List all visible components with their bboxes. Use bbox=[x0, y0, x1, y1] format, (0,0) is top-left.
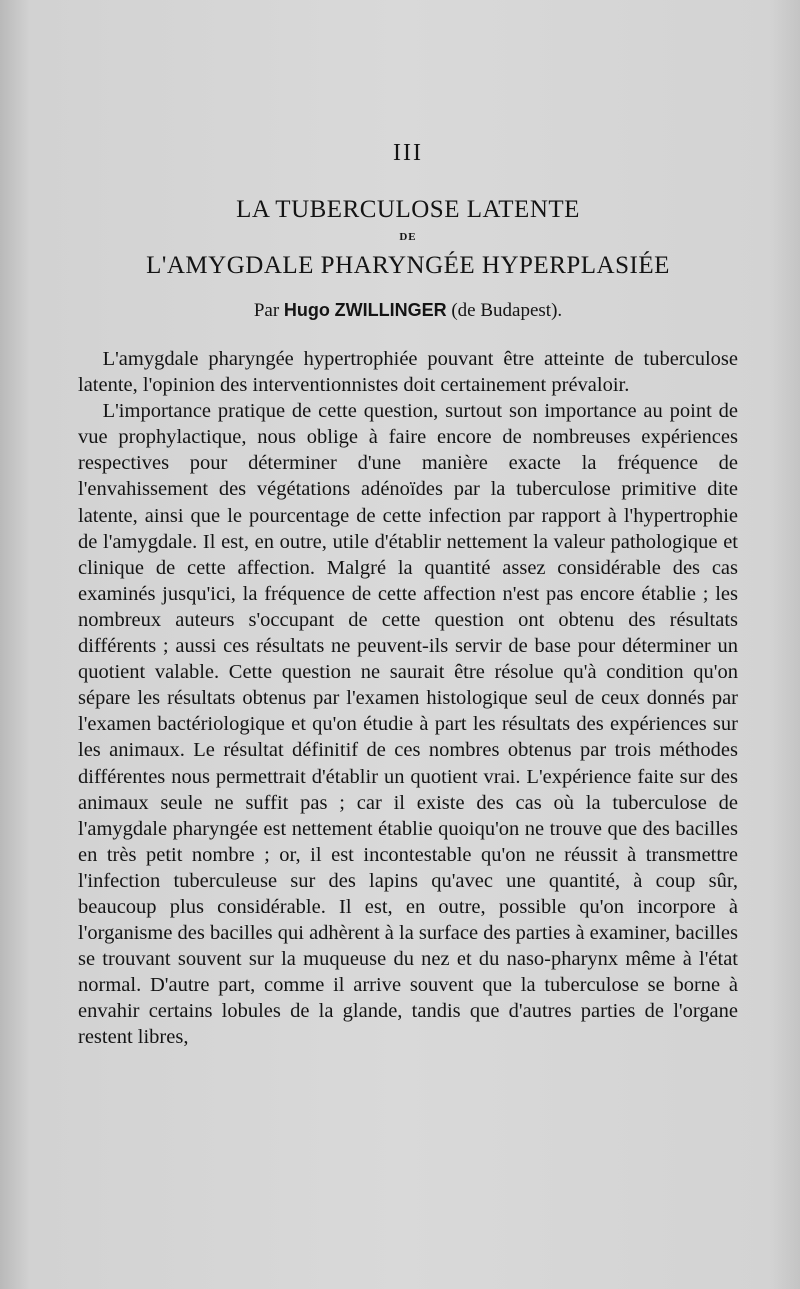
paragraph-intro: L'amygdale pharyngée hypertrophiée pouvant être atteinte de tuberculose latente, l'opinion des interventionnistes doit certainement prévaloir. bbox=[78, 348, 738, 397]
paragraph-main: L'importance pratique de cette question, surtout son importance au point de vue prophylactique, nous oblige à faire encore de nombreuses expériences respectives pour déterminer d'une manière exacte la fréquence de l'envahissement des végétations adénoïdes par la tuberculose primitive dite latente, ainsi que le pourcentage de cette infection par rapport à l'hypertrophie de l'amygdale. Il est, en outre, utile d'établir nettement la valeur pathologique et clinique de cette affection. Malgré la quantité assez considérable des cas examinés jusqu'ici, la fréquence de cette affection n'est pas encore établie ; les nombreux auteurs s'occupant de cette question ont obtenu des résultats différents ; aussi ces résultats ne peuvent-ils servir de base pour déterminer un quotient valable. Cette question ne saurait être résolue qu'à condition qu'on sépare les résultats obtenus par l'examen histologique seul de ceux donnés par l'examen bactériologique et qu'on étudie à part les résultats des expériences sur les animaux. Le résultat définitif de ces nombres obtenus par trois méthodes différentes nous permettrait d'établir un quotient vrai. L'expérience faite sur des animaux seule ne suffit pas ; car il existe des cas où la tuberculose de l'amygdale pharyngée est nettement établie quoiqu'on ne trouve que des bacilles en très petit nombre ; or, il est incontestable qu'on ne réussit à transmettre l'infection tuberculeuse sur des lapins qu'avec une quantité, à coup sûr, beaucoup plus considérable. Il est, en outre, possible qu'on incorpore à l'organisme des bacilles qui adhèrent à la surface des parties à examiner, bacilles se trouvant souvent sur la muqueuse du nez et du naso-pharynx même à l'état normal. D'autre part, comme il arrive souvent que la tuberculose se borne à envahir certains lobules de la glande, tandis que d'autres parties de l'organe restent libres, bbox=[78, 400, 738, 1049]
author-last-name: ZWILLINGER bbox=[334, 300, 447, 320]
chapter-number: III bbox=[393, 140, 423, 166]
body-text bbox=[78, 346, 738, 1051]
byline-prefix: Par bbox=[253, 300, 280, 321]
author-affiliation: (de Budapest). bbox=[451, 300, 563, 321]
article-title-line-1: LA TUBERCULOSE LATENTE bbox=[236, 196, 580, 223]
article-title-connector: DE bbox=[399, 231, 417, 243]
article-title-line-2: L'AMYGDALE PHARYNGÉE HYPERPLASIÉE bbox=[146, 252, 670, 279]
book-page bbox=[78, 0, 738, 1289]
author-first-name: Hugo bbox=[283, 300, 330, 320]
byline bbox=[78, 300, 738, 322]
